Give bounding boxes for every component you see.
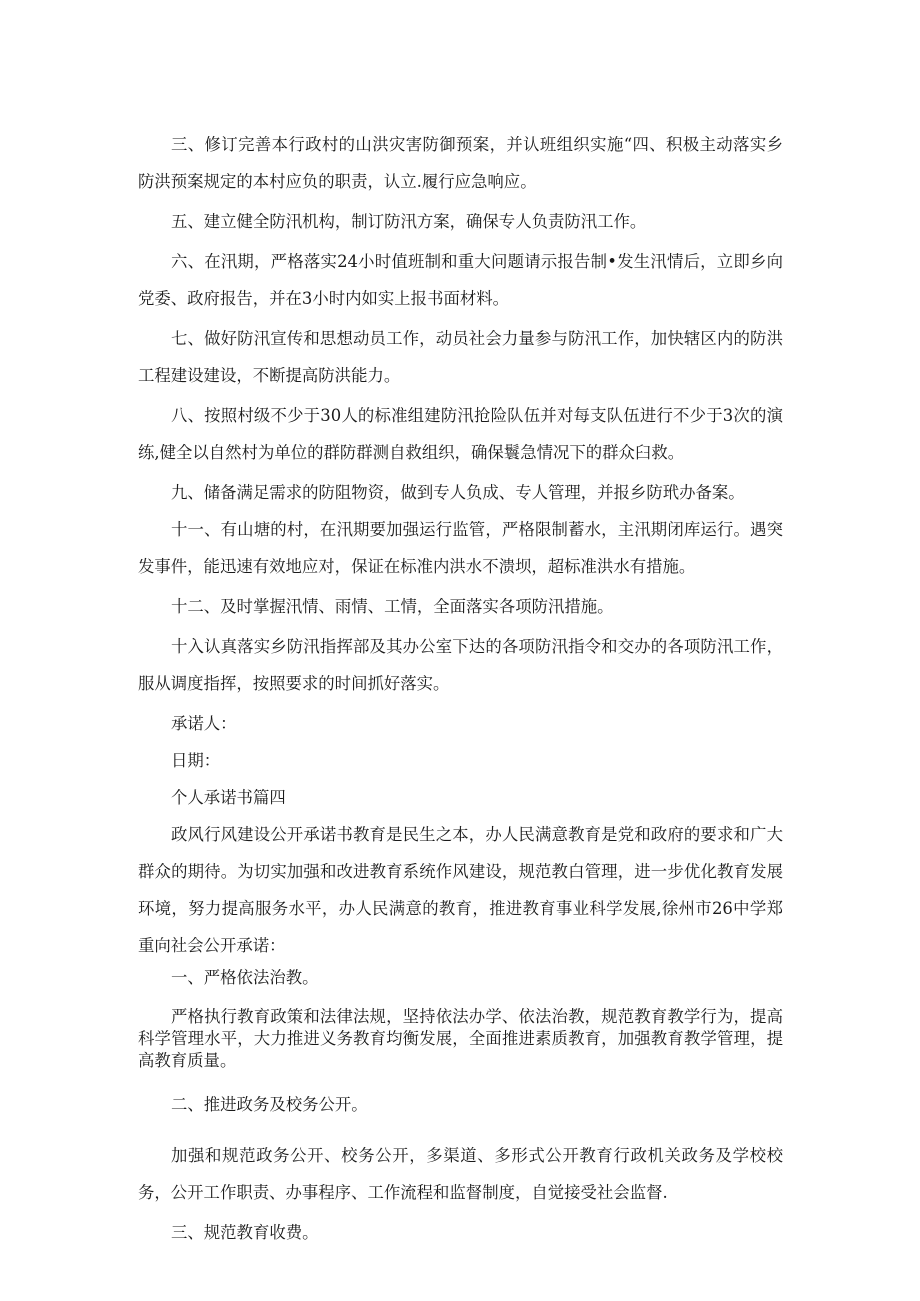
paragraph-5: 八、按照村级不少于30人的标准组建防汛抢险队伍并对每支队伍进行不少于3次的演练,健全以自然村为单位的群防群测自救组织，确保鬟急情况下的群众臼救。 bbox=[138, 406, 783, 462]
document-body bbox=[138, 126, 783, 1251]
clause-3-heading: 三、规范教育收费。 bbox=[171, 1223, 319, 1242]
paragraph-3: 六、在汛期，严格落实24小时值班制和重大问题请示报告制•发生汛情后，立即乡向党委、政府报告，并在3小时内如实上报书面材料。 bbox=[138, 252, 783, 308]
clause-1-heading: 一、严格依法治教。 bbox=[171, 968, 319, 987]
section-heading: 个人承诺书篇四 bbox=[171, 788, 286, 807]
paragraph-7: 十一、有山塘的村，在汛期要加强运行监管，严格限制蓄水，主汛期闭库运行。遇突发事件，能迅速有效地应对，保证在标准内洪水不溃坝，超标准洪水有措施。 bbox=[138, 520, 783, 576]
date-label: 日期： bbox=[171, 751, 221, 770]
signer-label: 承诺人： bbox=[171, 714, 237, 733]
clause-1-body: 严格执行教育政策和法律法规，坚持依法办学、依法治教，规范教育教学行为，提高科学管理水平，大力推进义务教育均衡发展，全面推进素质教育，加强教育教学管理，提高教育质量。 bbox=[138, 1007, 783, 1070]
paragraph-4: 七、做好防汛宣传和思想动员工作，动员社会力量参与防汛工作，加快辖区内的防洪工程建设建设，不断提高防洪能力。 bbox=[138, 329, 783, 385]
paragraph-2: 五、建立健全防汛机构，制订防汛方案，确保专人负责防汛工作。 bbox=[171, 212, 647, 231]
clause-2-body: 加强和规范政务公开、校务公开，多渠道、多形式公开教育行政机关政务及学校校务，公开工作职责、办事程序、工作流程和监督制度，自觉接受社会监督. bbox=[138, 1146, 783, 1202]
paragraph-9: 十入认真落实乡防汛指挥部及其办公室下达的各项防汛指令和交办的各项防汛工作，服从调度指挥，按照要求的时间抓好落实。 bbox=[138, 637, 783, 693]
paragraph-intro: 政风行风建设公开承诺书教育是民生之本，办人民满意教育是党和政府的要求和广大群众的期待。为切实加强和改进教育系统作风建设，规范教白管理，进一步优化教育发展环境，努力提高服务水平，办人民满意的教育，推进教育事业科学发展,徐州市26中学郑重向社会公开承诺： bbox=[138, 825, 783, 955]
paragraph-8: 十二、及时掌握汛情、雨情、工情，全面落实各项防汛措施。 bbox=[171, 597, 614, 616]
paragraph-6: 九、储备满足需求的防阻物资，做到专人负成、专人管理，并报乡防玳办备案。 bbox=[171, 483, 745, 502]
paragraph-1: 三、修订完善本行政村的山洪灾害防御预案，并认班组织实施“四、积极主动落实乡防洪预案规定的本村应负的职责，认立.履行应急响应。 bbox=[138, 135, 783, 191]
clause-2-heading: 二、推进政务及校务公开。 bbox=[171, 1095, 368, 1114]
